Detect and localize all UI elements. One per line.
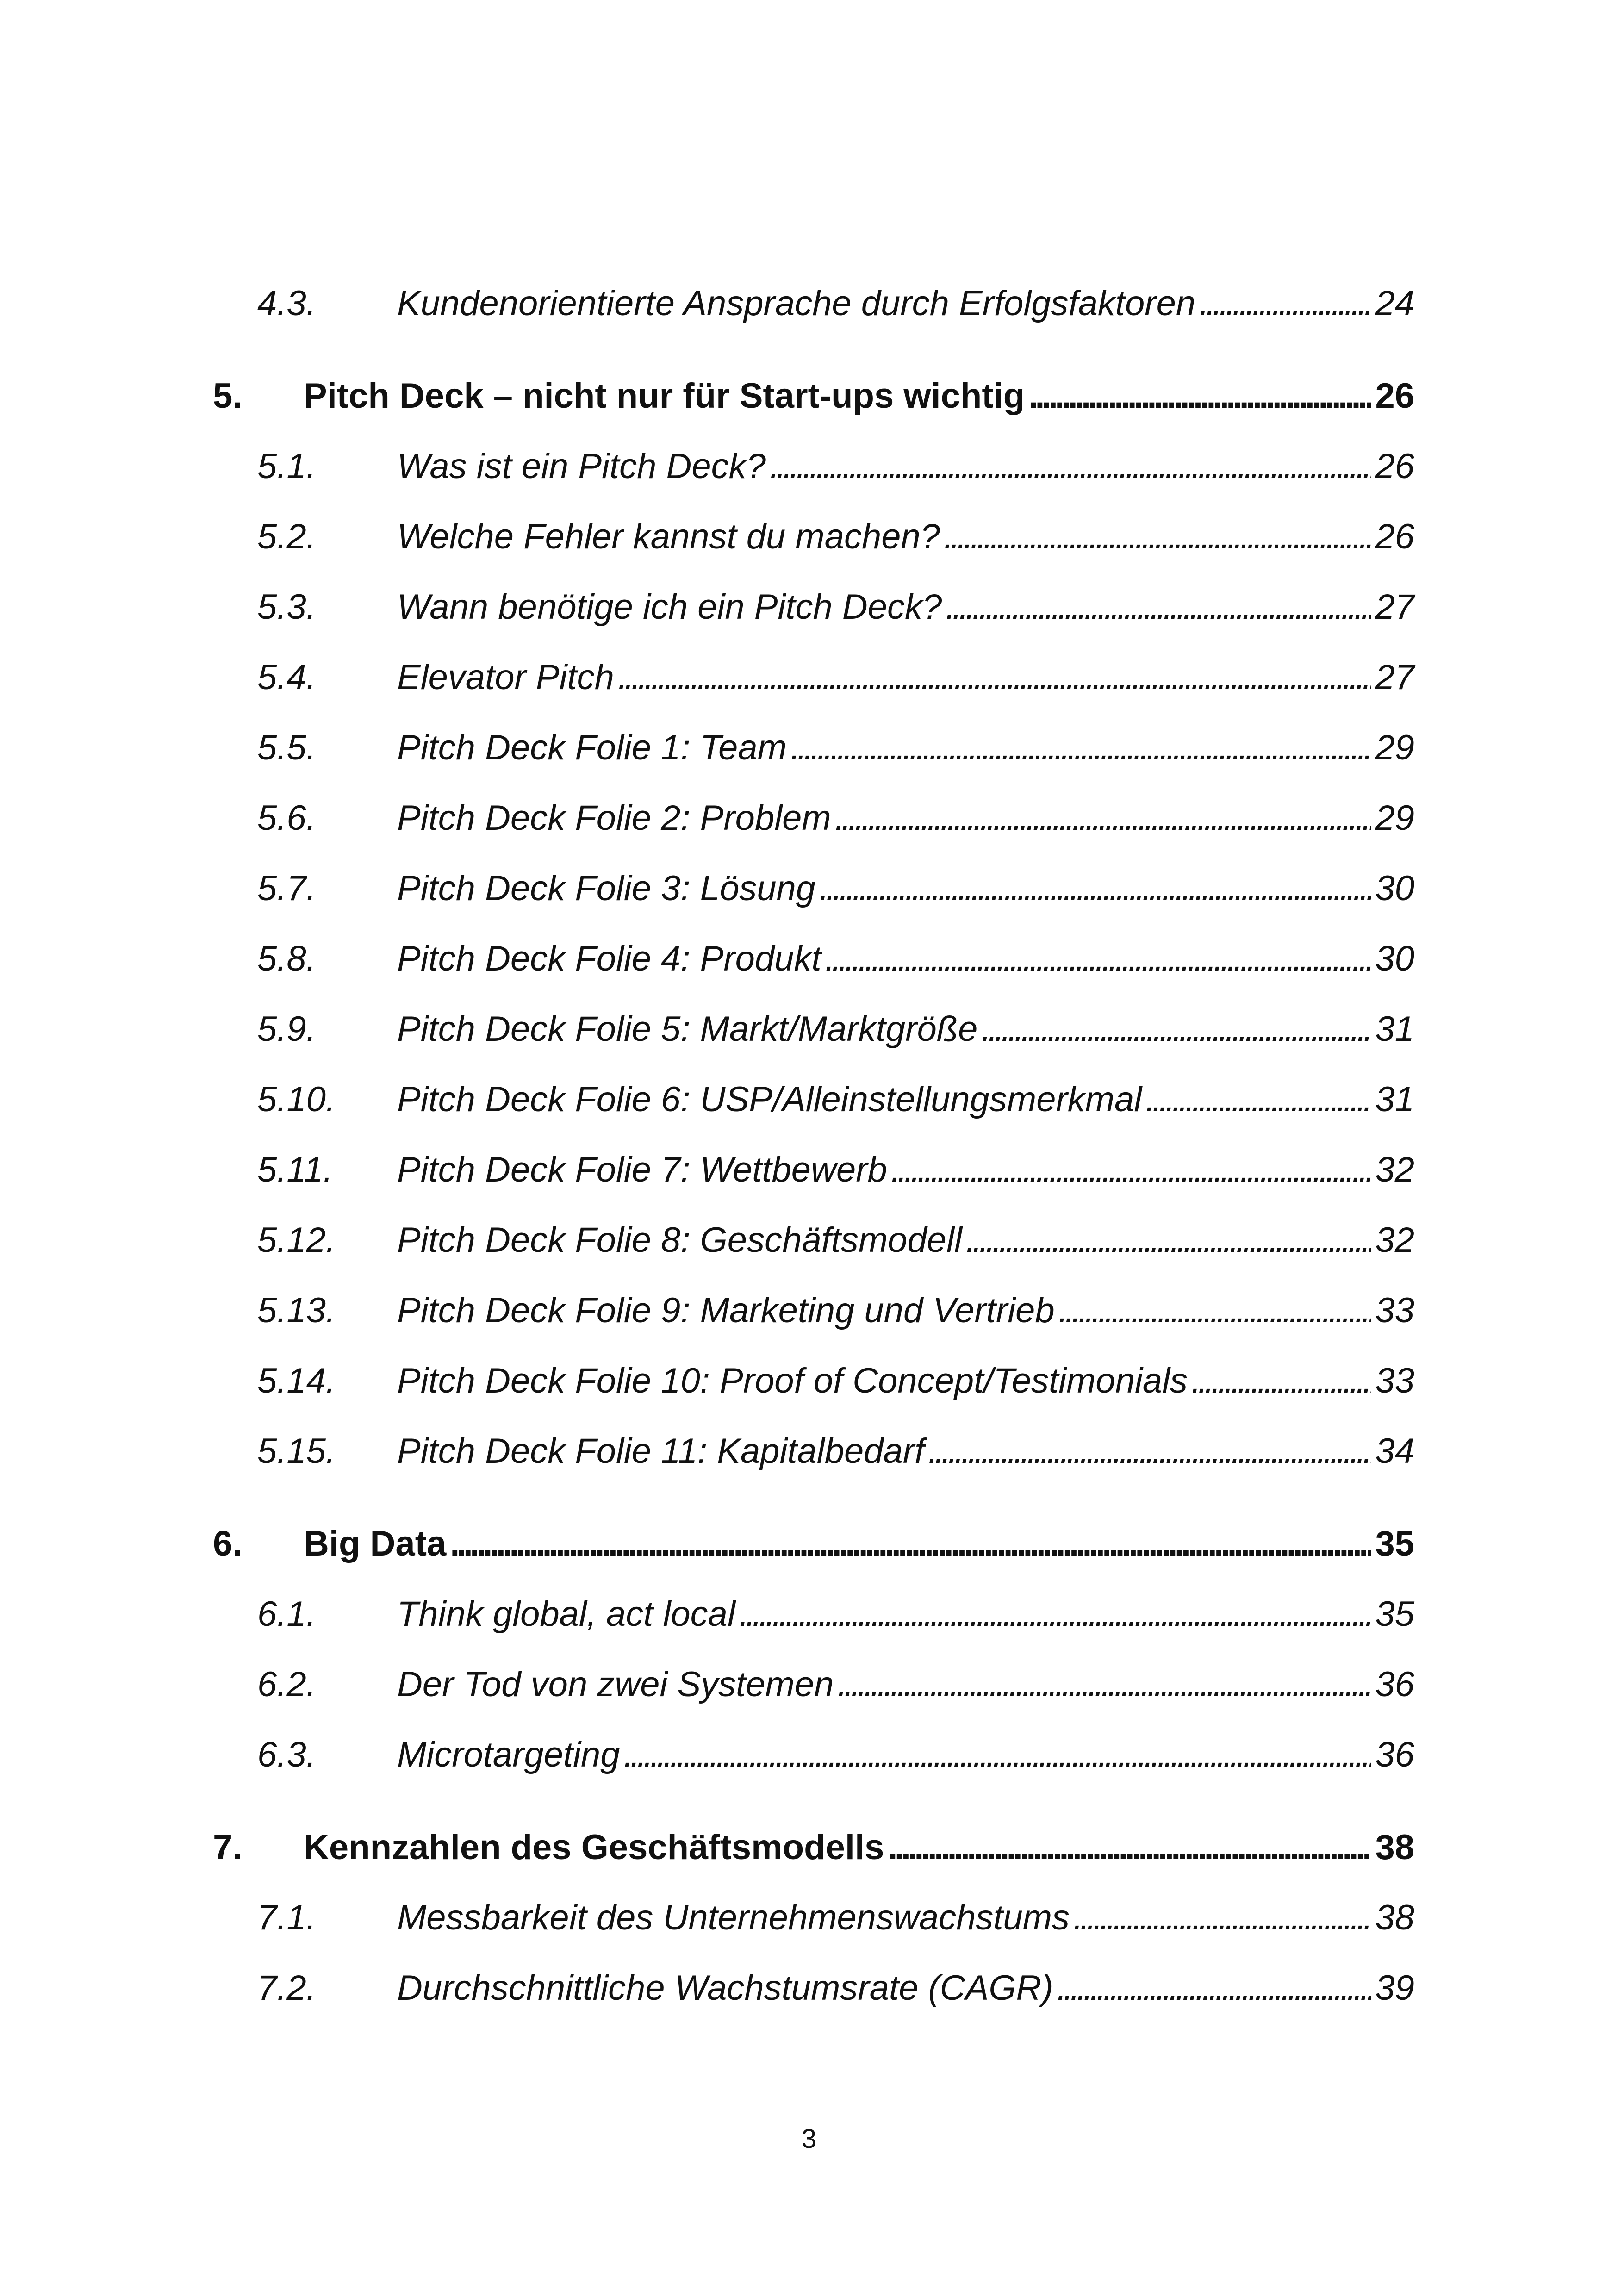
toc-entry-page: 36: [1375, 1735, 1414, 1774]
toc-entry-number: 6.2.: [257, 1665, 316, 1704]
toc-entry-number: 5.4.: [257, 658, 316, 697]
toc-entry-number: 5.5.: [257, 728, 316, 767]
toc-entry-title: Pitch Deck Folie 2: Problem: [397, 798, 831, 838]
toc-entry-page: 29: [1375, 798, 1414, 838]
toc-entry-page: 35: [1375, 1594, 1414, 1634]
toc-entry[interactable]: [257, 282, 1414, 324]
toc-entry[interactable]: [257, 867, 1414, 909]
toc-chapter[interactable]: [213, 375, 1414, 417]
dot-leader: [837, 1663, 1371, 1705]
toc-entry-number: 5.3.: [257, 587, 316, 627]
toc-entry-number: 5.12.: [257, 1220, 336, 1260]
toc-entry-title: Pitch Deck Folie 9: Marketing und Vertrieb: [397, 1291, 1055, 1330]
toc-entry-page: 39: [1375, 1968, 1414, 2008]
toc-entry[interactable]: [257, 586, 1414, 628]
toc-entry[interactable]: [257, 516, 1414, 558]
toc-entry-page: 34: [1375, 1431, 1414, 1471]
dot-leader: [819, 867, 1371, 909]
toc-entry-page: 32: [1375, 1220, 1414, 1260]
toc-entry-title: Pitch Deck Folie 6: USP/Alleinstellungsmerkmal: [397, 1080, 1142, 1119]
toc-entry[interactable]: [257, 445, 1414, 487]
toc-entry-title: Kennzahlen des Geschäftsmodells: [304, 1828, 884, 1867]
toc-entry-page: 36: [1375, 1665, 1414, 1704]
toc-entry[interactable]: [257, 797, 1414, 839]
toc-entry-title: Pitch Deck – nicht nur für Start-ups wichtig: [304, 376, 1025, 416]
toc-entry-title: Wann benötige ich ein Pitch Deck?: [397, 587, 942, 627]
toc-entry[interactable]: [257, 938, 1414, 980]
toc-entry-number: 7.1.: [257, 1898, 316, 1937]
toc-entry-number: 4.3.: [257, 284, 316, 323]
toc-entry[interactable]: [257, 1219, 1414, 1261]
toc-entry-title: Big Data: [304, 1524, 447, 1563]
toc-entry-number: 5.11.: [257, 1150, 333, 1189]
toc-entry-number: 5.1.: [257, 447, 316, 486]
dot-leader: [944, 516, 1371, 558]
toc-entry-title: Pitch Deck Folie 4: Produkt: [397, 939, 821, 978]
toc-entry-number: 5.9.: [257, 1009, 316, 1049]
toc-entry-page: 35: [1375, 1524, 1414, 1563]
dot-leader: [891, 1149, 1372, 1191]
dot-leader: [624, 1734, 1372, 1776]
dot-leader: [946, 586, 1371, 628]
toc-entry[interactable]: [257, 1289, 1414, 1332]
toc-entry-page: 33: [1375, 1291, 1414, 1330]
dot-leader: [1199, 282, 1371, 324]
toc-entry-title: Kundenorientierte Ansprache durch Erfolgsfaktoren: [397, 284, 1196, 323]
dot-leader: [966, 1219, 1372, 1261]
toc-entry-title: Think global, act local: [397, 1594, 735, 1634]
toc-entry-title: Pitch Deck Folie 11: Kapitalbedarf: [397, 1431, 925, 1471]
toc-entry-page: 30: [1375, 939, 1414, 978]
toc-entry-page: 38: [1375, 1828, 1414, 1867]
dot-leader: [1058, 1289, 1372, 1332]
toc-entry-number: 5.8.: [257, 939, 316, 978]
toc-entry-page: 38: [1375, 1898, 1414, 1937]
dot-leader: [1191, 1360, 1371, 1402]
toc-entry-number: 5.2.: [257, 517, 316, 556]
toc-entry[interactable]: [257, 1593, 1414, 1635]
dot-leader: [450, 1523, 1371, 1565]
dot-leader: [888, 1826, 1371, 1868]
toc-entry-page: 27: [1375, 658, 1414, 697]
toc-entry-number: 5.13.: [257, 1291, 336, 1330]
toc-entry[interactable]: [257, 1734, 1414, 1776]
toc-entry-page: 26: [1375, 447, 1414, 486]
toc-entry-title: Durchschnittliche Wachstumsrate (CAGR): [397, 1968, 1053, 2008]
toc-entry-title: Pitch Deck Folie 8: Geschäftsmodell: [397, 1220, 962, 1260]
toc-entry[interactable]: [257, 1149, 1414, 1191]
toc-entry-title: Pitch Deck Folie 1: Team: [397, 728, 787, 767]
dot-leader: [1145, 1078, 1371, 1120]
toc-entry-title: Pitch Deck Folie 7: Wettbewerb: [397, 1150, 887, 1189]
toc-entry[interactable]: [257, 727, 1414, 769]
toc-entry[interactable]: [257, 1967, 1414, 2009]
toc-entry-number: 5.6.: [257, 798, 316, 838]
toc-entry-title: Was ist ein Pitch Deck?: [397, 447, 766, 486]
toc-entry-title: Welche Fehler kannst du machen?: [397, 517, 940, 556]
toc-entry-page: 32: [1375, 1150, 1414, 1189]
toc-entry-title: Elevator Pitch: [397, 658, 614, 697]
toc-chapter[interactable]: [213, 1523, 1414, 1565]
toc-entry-page: 31: [1375, 1080, 1414, 1119]
dot-leader: [739, 1593, 1372, 1635]
dot-leader: [618, 656, 1372, 698]
dot-leader: [1057, 1967, 1372, 2009]
toc-entry-page: 31: [1375, 1009, 1414, 1049]
dot-leader: [981, 1008, 1371, 1050]
dot-leader: [835, 797, 1372, 839]
toc-entry[interactable]: [257, 656, 1414, 698]
toc-entry[interactable]: [257, 1663, 1414, 1705]
toc-entry-title: Pitch Deck Folie 3: Lösung: [397, 869, 816, 908]
toc-entry-page: 26: [1375, 376, 1414, 416]
toc-entry[interactable]: [257, 1008, 1414, 1050]
toc-entry-number: 6.3.: [257, 1735, 316, 1774]
toc-entry-title: Messbarkeit des Unternehmenswachstums: [397, 1898, 1070, 1937]
toc-entry-number: 6.: [213, 1524, 243, 1563]
dot-leader: [790, 727, 1371, 769]
toc-entry-number: 7.: [213, 1828, 243, 1867]
toc-entry-number: 5.15.: [257, 1431, 336, 1471]
dot-leader: [1028, 375, 1371, 417]
toc-entry[interactable]: [257, 1430, 1414, 1472]
dot-leader: [928, 1430, 1371, 1472]
page-number: 3: [801, 2124, 817, 2154]
toc-entry-number: 5.10.: [257, 1080, 336, 1119]
toc-entry-page: 26: [1375, 517, 1414, 556]
dot-leader: [770, 445, 1372, 487]
toc-entry-number: 5.7.: [257, 869, 316, 908]
toc-entry-number: 7.2.: [257, 1968, 316, 2008]
toc-entry-number: 6.1.: [257, 1594, 316, 1634]
toc-entry-page: 27: [1375, 587, 1414, 627]
toc-entry-page: 30: [1375, 869, 1414, 908]
toc-entry-title: Der Tod von zwei Systemen: [397, 1665, 834, 1704]
toc-entry-number: 5.14.: [257, 1361, 336, 1400]
toc-entry-title: Pitch Deck Folie 5: Markt/Marktgröße: [397, 1009, 978, 1049]
toc-entry[interactable]: [257, 1360, 1414, 1402]
toc-entry-page: 33: [1375, 1361, 1414, 1400]
toc-entry[interactable]: [257, 1897, 1414, 1939]
toc-entry-title: Microtargeting: [397, 1735, 620, 1774]
dot-leader: [1073, 1897, 1371, 1939]
toc-entry-page: 29: [1375, 728, 1414, 767]
toc-entry-number: 5.: [213, 376, 243, 416]
toc-entry-title: Pitch Deck Folie 10: Proof of Concept/Testimonials: [397, 1361, 1188, 1400]
toc-chapter[interactable]: [213, 1826, 1414, 1868]
dot-leader: [825, 938, 1372, 980]
toc-entry[interactable]: [257, 1078, 1414, 1120]
toc-entry-page: 24: [1375, 284, 1414, 323]
